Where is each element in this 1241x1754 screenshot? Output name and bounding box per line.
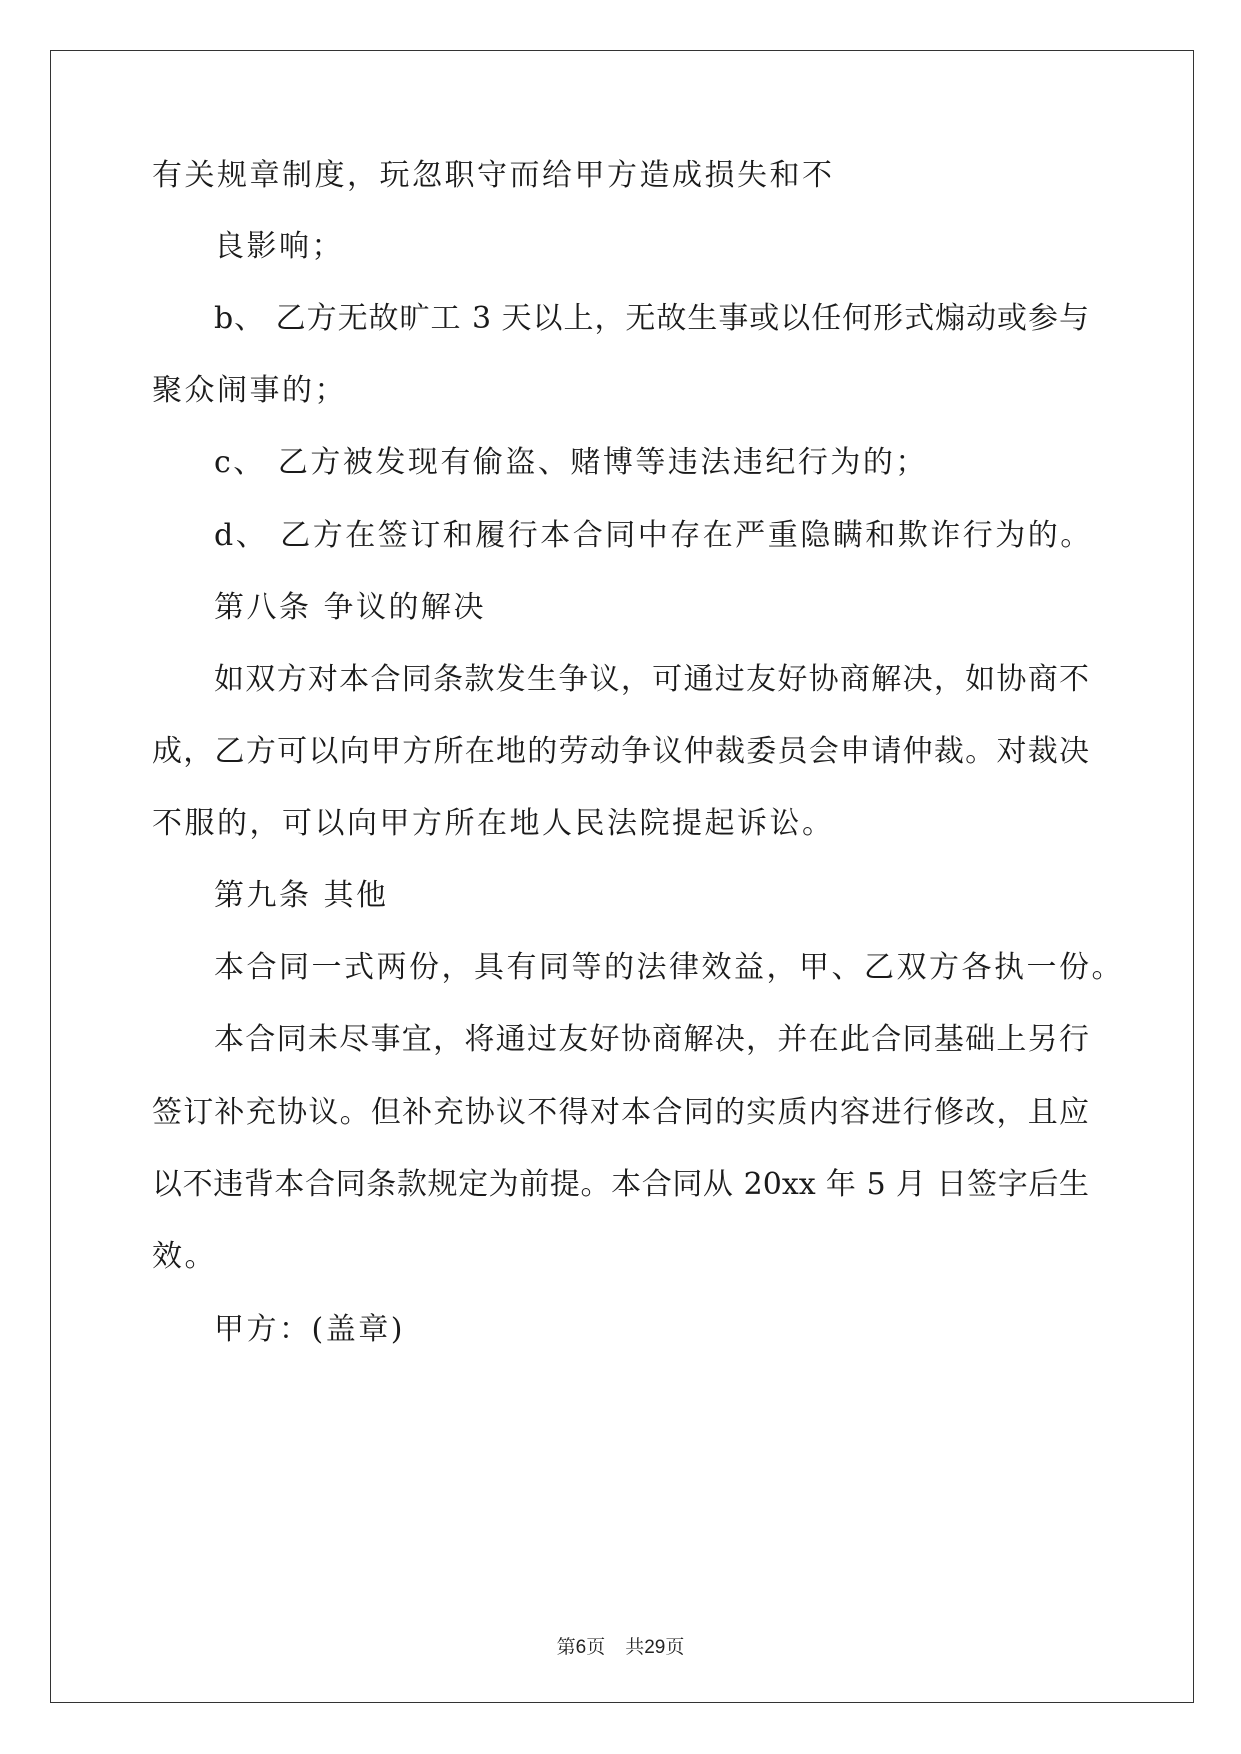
party-a-seal-line: 甲方：(盖章) [214,1312,405,1347]
footer-total-unit: 页 [665,1636,685,1658]
footer-total-prefix: 共 [625,1636,645,1658]
article-9-para-2-line-2: 签订补充协议。但补充协议不得对本合同的实质内容进行修改，且应 [152,1095,1089,1130]
page-footer [0,1632,1241,1659]
article-8-heading: 第八条 争议的解决 [214,590,487,625]
clause-d: d、 乙方在签订和履行本合同中存在严重隐瞒和欺诈行为的。 [214,518,1093,553]
footer-total-pages: 29 [644,1637,666,1658]
clause-c: c、 乙方被发现有偷盗、赌博等违法违纪行为的； [214,445,928,480]
article-8-para-line-3: 不服的，可以向甲方所在地人民法院提起诉讼。 [152,806,835,841]
clause-b-line-1: b、 乙方无故旷工 3 天以上，无故生事或以任何形式煽动或参与 [214,301,1089,336]
text-line-continuation: 有关规章制度，玩忽职守而给甲方造成损失和不 [152,158,835,193]
footer-page-prefix: 第 [556,1636,576,1658]
article-9-heading: 第九条 其他 [214,878,389,913]
article-9-para-2-line-3: 以不违背本合同条款规定为前提。本合同从 20xx 年 5 月 日签字后生 [152,1167,1089,1202]
clause-b-line-2: 聚众闹事的； [152,373,347,408]
article-9-para-2-line-4: 效。 [152,1239,217,1274]
article-9-para-1: 本合同一式两份，具有同等的法律效益，甲、乙双方各执一份。 [214,950,1124,985]
footer-page-number: 6 [575,1637,587,1658]
footer-page-unit: 页 [586,1636,606,1658]
article-8-para-line-1: 如双方对本合同条款发生争议，可通过友好协商解决，如协商不 [214,662,1089,697]
article-8-para-line-2: 成，乙方可以向甲方所在地的劳动争议仲裁委员会申请仲裁。对裁决 [152,734,1089,769]
text-line-continuation-end: 良影响； [214,229,344,264]
article-9-para-2-line-1: 本合同未尽事宜，将通过友好协商解决，并在此合同基础上另行 [214,1022,1089,1057]
